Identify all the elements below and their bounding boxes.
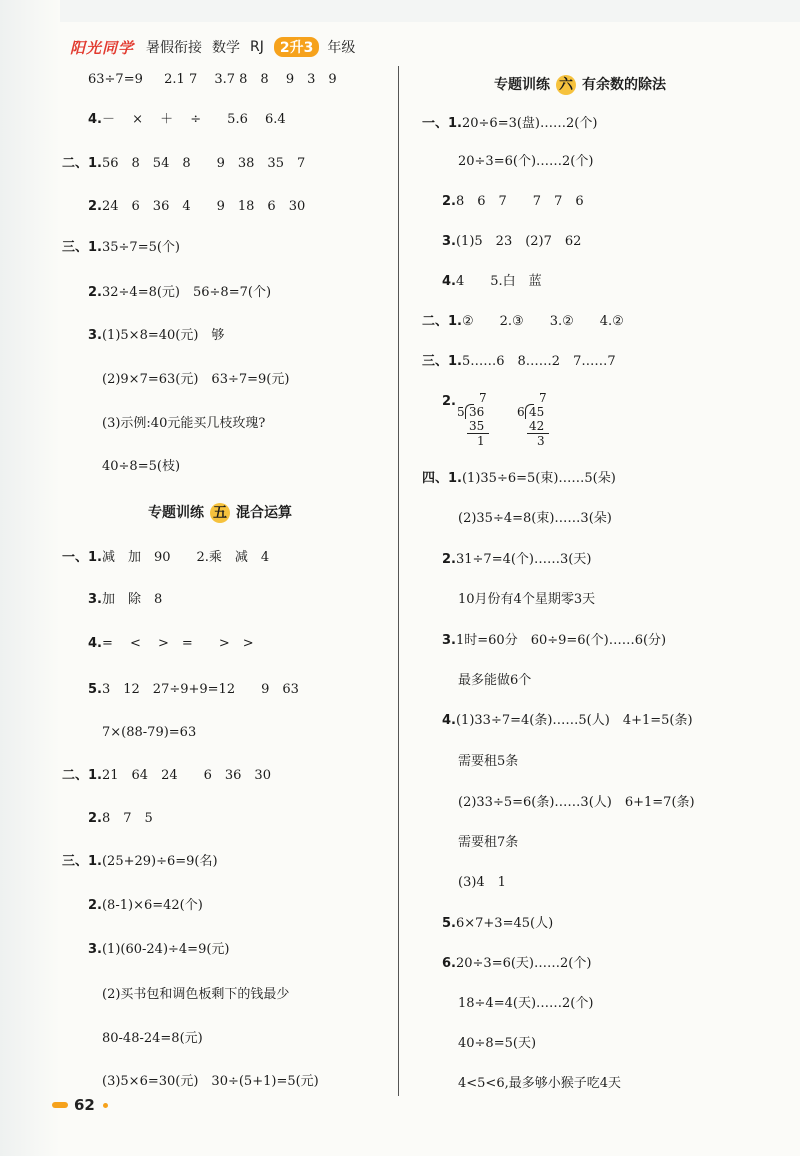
answer-line: (2)买书包和调色板剩下的钱最少	[102, 987, 290, 1002]
answer-line: 三、1.35÷7=5(个)	[62, 240, 180, 255]
answer-line: 2.31÷7=4(个)……3(天)	[442, 552, 592, 567]
page-top-edge	[0, 0, 800, 22]
column-divider	[398, 66, 399, 1096]
answer-line: 二、1.21 64 24 6 36 30	[62, 768, 271, 783]
answer-line: 20÷3=6(个)……2(个)	[458, 154, 594, 169]
subject-name: 数学	[212, 40, 241, 56]
answer-line: 5.3 12 27÷9+9=12 9 63	[88, 682, 299, 697]
answer-line: 最多能做6个	[458, 673, 532, 688]
answer-line: 2.24 6 36 4 9 18 6 30	[88, 199, 306, 214]
answer-line: 4.= < > = > >	[88, 636, 254, 651]
answer-line: 一、1.减 加 90 2.乘 减 4	[62, 550, 270, 565]
publisher-logo: 阳光同学	[70, 38, 135, 57]
answer-line: 2.8 6 7 7 7 6	[442, 194, 584, 209]
edition-code: RJ	[250, 39, 264, 55]
answer-line: 二、1.② 2.③ 3.② 4.②	[422, 314, 624, 329]
page-spine-shadow	[0, 0, 60, 1156]
section-number-badge: 五	[210, 503, 230, 523]
footer-dash	[52, 1102, 68, 1108]
page-header	[70, 36, 355, 58]
answer-line: 2.32÷4=8(元) 56÷8=7(个)	[88, 285, 272, 300]
answer-line: 2.	[442, 394, 456, 409]
answer-line: 2.(8-1)×6=42(个)	[88, 898, 203, 913]
answer-line: 6.20÷3=6(天)……2(个)	[442, 956, 592, 971]
answer-line: 3.加 除 8	[88, 592, 163, 607]
section-title-6: 专题训练 六 有余数的除法	[494, 77, 666, 93]
answer-line: 一、1.20÷6=3(盘)……2(个)	[422, 116, 598, 131]
answer-line: 4<5<6,最多够小猴子吃4天	[458, 1076, 622, 1091]
answer-line: 63÷7=9 2.1 7 3.7 8 8 9 3 9	[88, 72, 337, 87]
answer-line: (2)33÷5=6(条)……3(人) 6+1=7(条)	[458, 795, 695, 810]
answer-line: 10月份有4个星期零3天	[458, 592, 596, 607]
answer-line: 需要租7条	[458, 835, 519, 850]
answer-line: 4.(1)33÷7=4(条)……5(人) 4+1=5(条)	[442, 713, 693, 728]
page-number: 62	[74, 1096, 95, 1114]
answer-line: 3.1时=60分 60÷9=6(个)……6(分)	[442, 633, 667, 648]
series-name: 暑假衔接	[146, 40, 203, 56]
grade-badge: 2升3	[274, 37, 319, 57]
footer-dot	[103, 1103, 108, 1108]
section-number-badge: 六	[556, 75, 576, 95]
answer-line: 三、1.5……6 8……2 7……7	[422, 354, 616, 369]
answer-line: (3)4 1	[458, 875, 506, 890]
answer-line: 7×(88-79)=63	[102, 725, 197, 740]
answer-line: 2.8 7 5	[88, 811, 153, 826]
answer-line: 三、1.(25+29)÷6=9(名)	[62, 854, 218, 869]
answer-line: 需要租5条	[458, 754, 519, 769]
answer-line: 40÷8=5(天)	[458, 1036, 537, 1051]
answer-line: 3.(1)5×8=40(元) 够	[88, 328, 225, 343]
answer-line: 4.4 5.白 蓝	[442, 274, 542, 289]
answer-line: (2)9×7=63(元) 63÷7=9(元)	[102, 372, 290, 387]
answer-line: (3)5×6=30(元) 30÷(5+1)=5(元)	[102, 1074, 319, 1089]
grade-suffix: 年级	[327, 40, 356, 56]
answer-line: 3.(1)(60-24)÷4=9(元)	[88, 942, 230, 957]
section-title-5: 专题训练 五 混合运算	[148, 505, 292, 521]
answer-line: 18÷4=4(天)……2(个)	[458, 996, 594, 1011]
page-footer	[52, 1096, 108, 1114]
answer-line: 四、1.(1)35÷6=5(束)……5(朵)	[422, 471, 616, 486]
answer-line: 40÷8=5(枝)	[102, 459, 181, 474]
answer-line: 3.(1)5 23 (2)7 62	[442, 234, 582, 249]
answer-line: 4.－ × ＋ ÷ 5.6 6.4	[88, 112, 286, 127]
answer-line: (3)示例:40元能买几枝玫瑰?	[102, 416, 266, 431]
long-division: 7 5 36 35 1	[457, 392, 497, 450]
answer-line: 5.6×7+3=45(人)	[442, 916, 554, 931]
answer-line: 80-48-24=8(元)	[102, 1031, 203, 1046]
answer-line: 二、1.56 8 54 8 9 38 35 7	[62, 156, 306, 171]
answer-line: (2)35÷4=8(束)……3(朵)	[458, 511, 612, 526]
long-division: 7 6 45 42 3	[517, 392, 557, 450]
